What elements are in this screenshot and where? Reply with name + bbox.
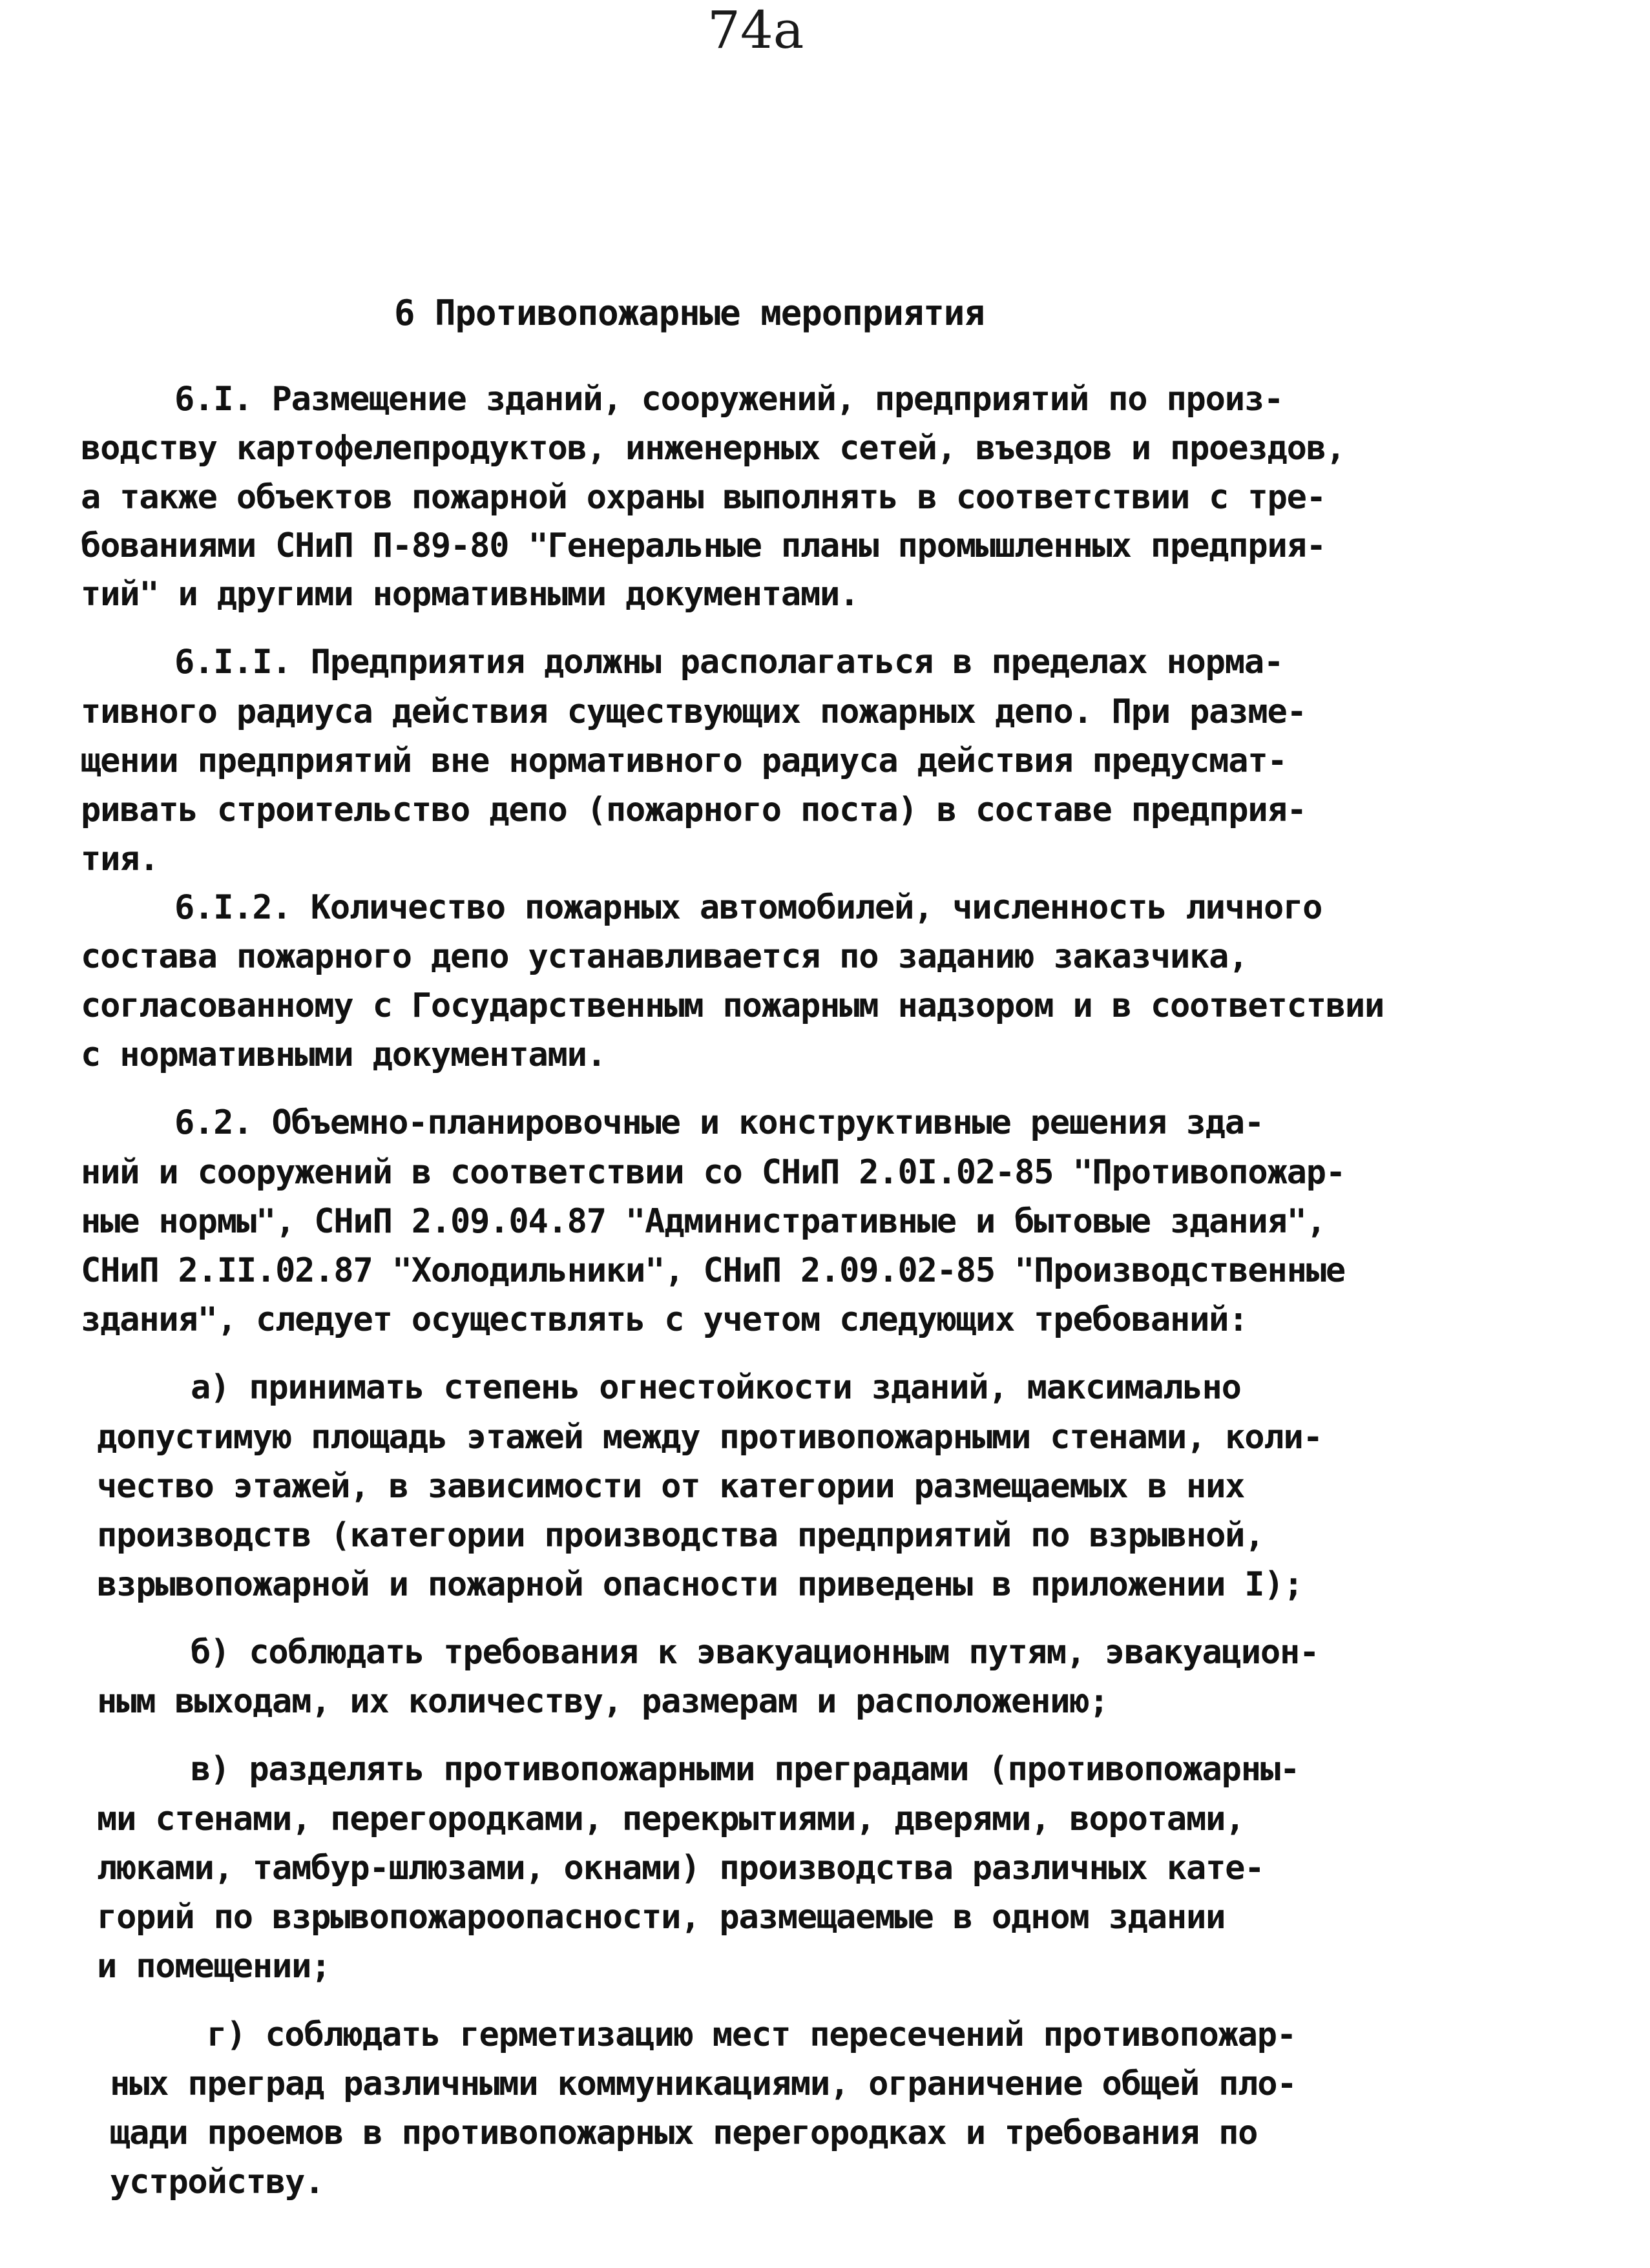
text-line: в) разделять противопожарными преградами (противопожарны- bbox=[191, 1750, 1300, 1789]
text-line: 6.I. Размещение зданий, сооружений, предприятий по произ- bbox=[174, 380, 1284, 419]
text-line: 6.I.I. Предприятия должны располагаться в пределах норма- bbox=[174, 643, 1284, 681]
text-line: состава пожарного депо устанавливается по заданию заказчика, bbox=[81, 937, 1248, 976]
text-line: люками, тамбур-шлюзами, окнами) производства различных кате- bbox=[97, 1849, 1264, 1888]
text-line: ми стенами, перегородками, перекрытиями, дверями, воротами, bbox=[97, 1800, 1245, 1838]
text-line: устройству. bbox=[110, 2163, 324, 2201]
text-line: производств (категории производства предприятий по взрывной, bbox=[97, 1516, 1264, 1555]
text-line: и помещении; bbox=[97, 1947, 331, 1986]
text-line: тий" и другими нормативными документами. bbox=[81, 575, 859, 614]
section-heading: 6 Противопожарные мероприятия bbox=[394, 293, 985, 333]
text-line: ные нормы", СНиП 2.09.04.87 "Административные и бытовые здания", bbox=[81, 1202, 1326, 1241]
text-line: 6.I.2. Количество пожарных автомобилей, численность личного bbox=[174, 888, 1322, 927]
text-line: г) соблюдать герметизацию мест пересечений противопожар- bbox=[207, 2015, 1296, 2054]
text-line: щади проемов в противопожарных перегородках и требования по bbox=[110, 2114, 1258, 2152]
text-line: ривать строительство депо (пожарного поста) в составе предприя- bbox=[81, 791, 1306, 829]
text-line: здания", следует осуществлять с учетом следующих требований: bbox=[81, 1300, 1248, 1339]
text-line: бованиями СНиП П-89-80 "Генеральные планы промышленных предприя- bbox=[81, 526, 1326, 565]
text-line: согласованному с Государственным пожарным надзором и в соответствии bbox=[81, 986, 1384, 1025]
text-line: тивного радиуса действия существующих пожарных депо. При разме- bbox=[81, 692, 1306, 731]
text-line: горий по взрывопожароопасности, размещаемые в одном здании bbox=[97, 1898, 1226, 1937]
text-line: взрывопожарной и пожарной опасности приведены в приложении I); bbox=[97, 1565, 1303, 1604]
text-line: допустимую площадь этажей между противопожарными стенами, коли- bbox=[97, 1418, 1322, 1457]
text-line: ным выходам, их количеству, размерам и расположению; bbox=[97, 1682, 1109, 1721]
text-line: а также объектов пожарной охраны выполнять в соответствии с тре- bbox=[81, 478, 1326, 517]
text-line: СНиП 2.II.02.87 "Холодильники", СНиП 2.09.02-85 "Производственные bbox=[81, 1251, 1345, 1290]
handwritten-page-number: 74а bbox=[707, 0, 804, 60]
text-line: ных преград различными коммуникациями, ограничение общей пло- bbox=[110, 2065, 1297, 2103]
text-line: ний и сооружений в соответствии со СНиП 2.0I.02-85 "Противопожар- bbox=[81, 1153, 1345, 1192]
text-line: тия. bbox=[81, 840, 159, 879]
text-line: 6.2. Объемно-планировочные и конструктивные решения зда- bbox=[174, 1103, 1264, 1142]
text-line: б) соблюдать требования к эвакуационным путям, эвакуацион- bbox=[191, 1633, 1319, 1672]
text-line: водству картофелепродуктов, инженерных сетей, въездов и проездов, bbox=[81, 429, 1345, 468]
text-line: с нормативными документами. bbox=[81, 1035, 606, 1074]
text-line: а) принимать степень огнестойкости зданий, максимально bbox=[191, 1368, 1241, 1407]
text-line: щении предприятий вне нормативного радиуса действия предусмат- bbox=[81, 742, 1287, 780]
text-line: чество этажей, в зависимости от категории размещаемых в них bbox=[97, 1467, 1245, 1506]
